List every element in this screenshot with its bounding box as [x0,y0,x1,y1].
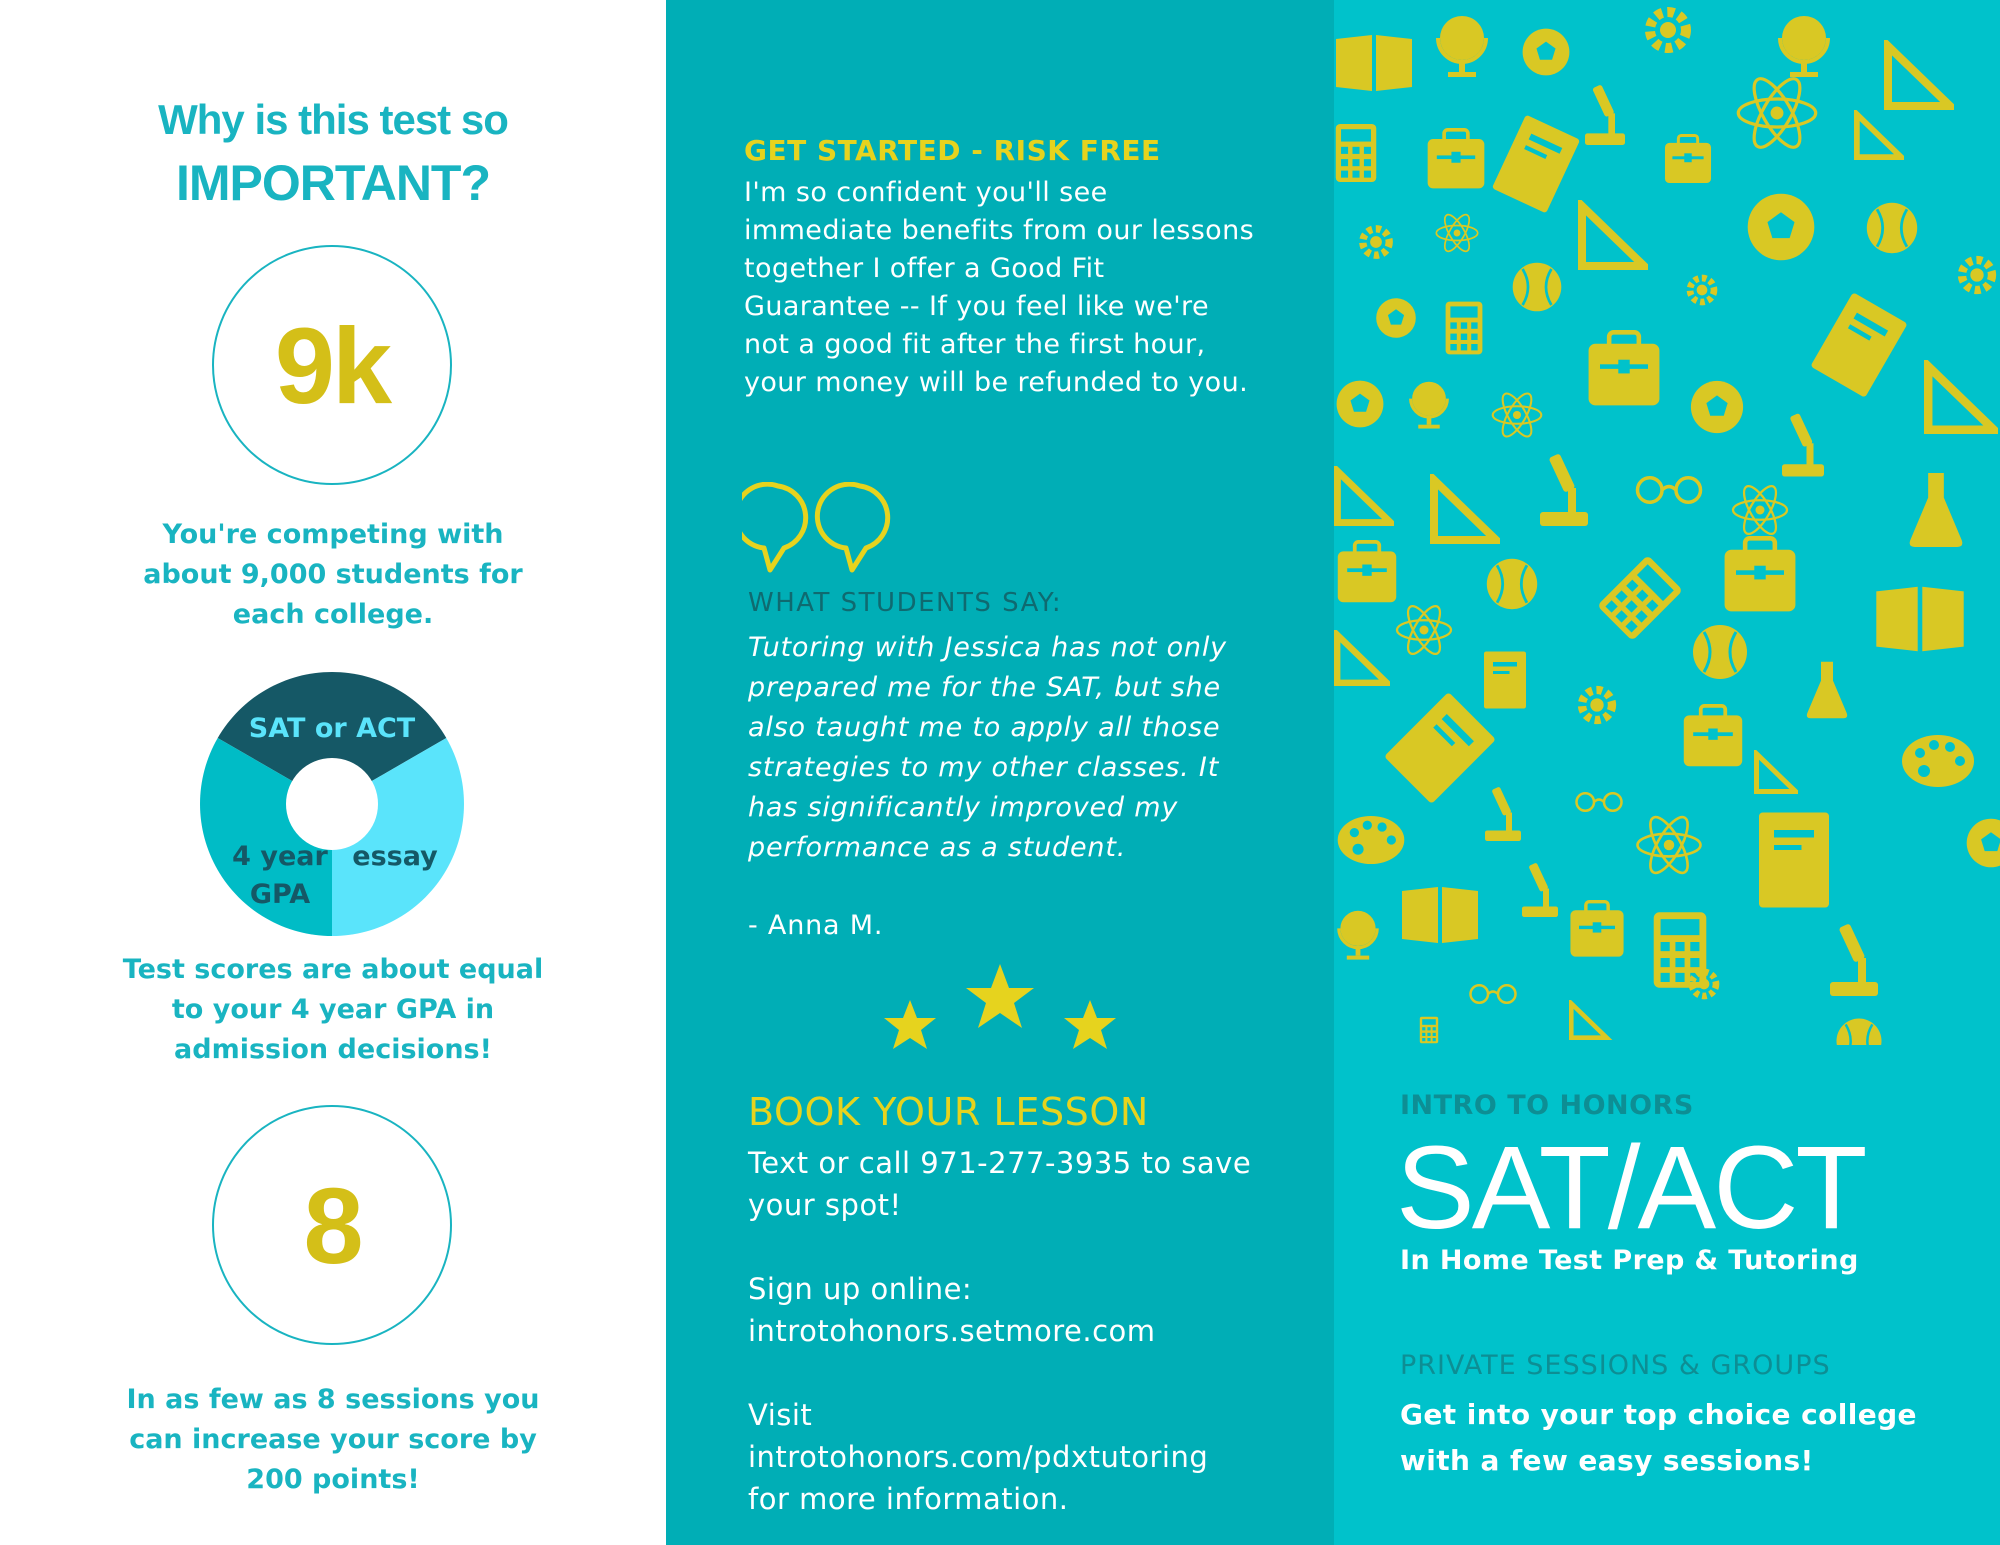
middle-panel [666,0,1334,1545]
stat-circle-9k [212,245,452,485]
heading-why: Why is this test so [158,96,508,143]
contact-info [748,1142,1318,1520]
pie-label-4-year: 4 year [232,841,328,872]
stat-number-8: 8 [303,1164,361,1286]
testimonial-line: performance as a student. [748,832,1127,863]
testimonial-line: Tutoring with Jessica has not only [748,632,1227,663]
brand-name-small: INTRO TO HONORS [1400,1090,1694,1121]
guarantee-line: together I offer a Good Fit [744,253,1105,284]
contact-line: Text or call 971-277-3935 to save [748,1146,1252,1180]
star-icon [1064,1000,1116,1049]
testimonial-line: also taught me to apply all those [748,712,1221,743]
guarantee-line: immediate benefits from our lessons [744,215,1255,246]
rating-stars [876,960,1126,1074]
cta-line-1: Get into your top choice college [1400,1398,1917,1431]
testimonial-text [748,628,1308,868]
testimonial-heading: WHAT STUDENTS SAY: [748,588,1063,618]
stat-circle-8 [212,1105,452,1345]
book-heading: BOOK YOUR LESSON [748,1090,1149,1134]
contact-line: Visit [748,1398,813,1432]
testimonial-line: strategies to my other classes. It [748,752,1220,783]
left-panel [0,0,666,1545]
private-sessions-heading: PRIVATE SESSIONS & GROUPS [1400,1350,1831,1381]
star-icon [966,964,1034,1028]
brand-title: SAT/ACT [1396,1122,1865,1254]
guarantee-line: I'm so confident you'll see [744,177,1108,208]
pattern-icons [1336,12,2000,1045]
brand-subtitle: In Home Test Prep & Tutoring [1400,1245,1859,1276]
testimonial-author: - Anna M. [748,910,884,941]
contact-line: your spot! [748,1188,902,1222]
call-to-action [1400,1392,1917,1484]
contact-link-pdxtutoring[interactable]: introtohonors.com/pdxtutoring [748,1440,1209,1474]
cta-line-2: with a few easy sessions! [1400,1444,1814,1477]
star-icon [884,1000,936,1049]
pie-caption: Test scores are about equal to your 4 year GPA in admission decisions! [122,954,544,1065]
guarantee-text [744,174,1304,402]
pie-label-essay: essay [352,841,438,872]
quote-marks-icon [742,482,902,578]
school-icon-pattern [1334,0,2000,1045]
testimonial-line: prepared me for the SAT, but she [748,672,1221,703]
pie-label-sat-act: SAT or ACT [248,713,416,744]
stat-text-sessions: In as few as 8 sessions you can increase your score by 200 points! [126,1384,540,1495]
contact-link-setmore[interactable]: introtohonors.setmore.com [748,1314,1156,1348]
right-panel [1334,0,2000,1545]
heading-important: IMPORTANT? [175,155,491,211]
guarantee-line: Guarantee -- If you feel like we're [744,291,1209,322]
stat-text-competing: You're competing with about 9,000 students for each college. [143,519,523,630]
pie-label-gpa: GPA [249,879,311,910]
contact-line: Sign up online: [748,1272,973,1306]
contact-line: for more information. [748,1482,1069,1516]
testimonial-line: has significantly improved my [748,792,1179,823]
stat-number-9k: 9k [274,304,390,426]
guarantee-line: your money will be refunded to you. [744,367,1249,398]
guarantee-line: not a good fit after the first hour, [744,329,1206,360]
guarantee-heading: GET STARTED - RISK FREE [744,134,1161,167]
